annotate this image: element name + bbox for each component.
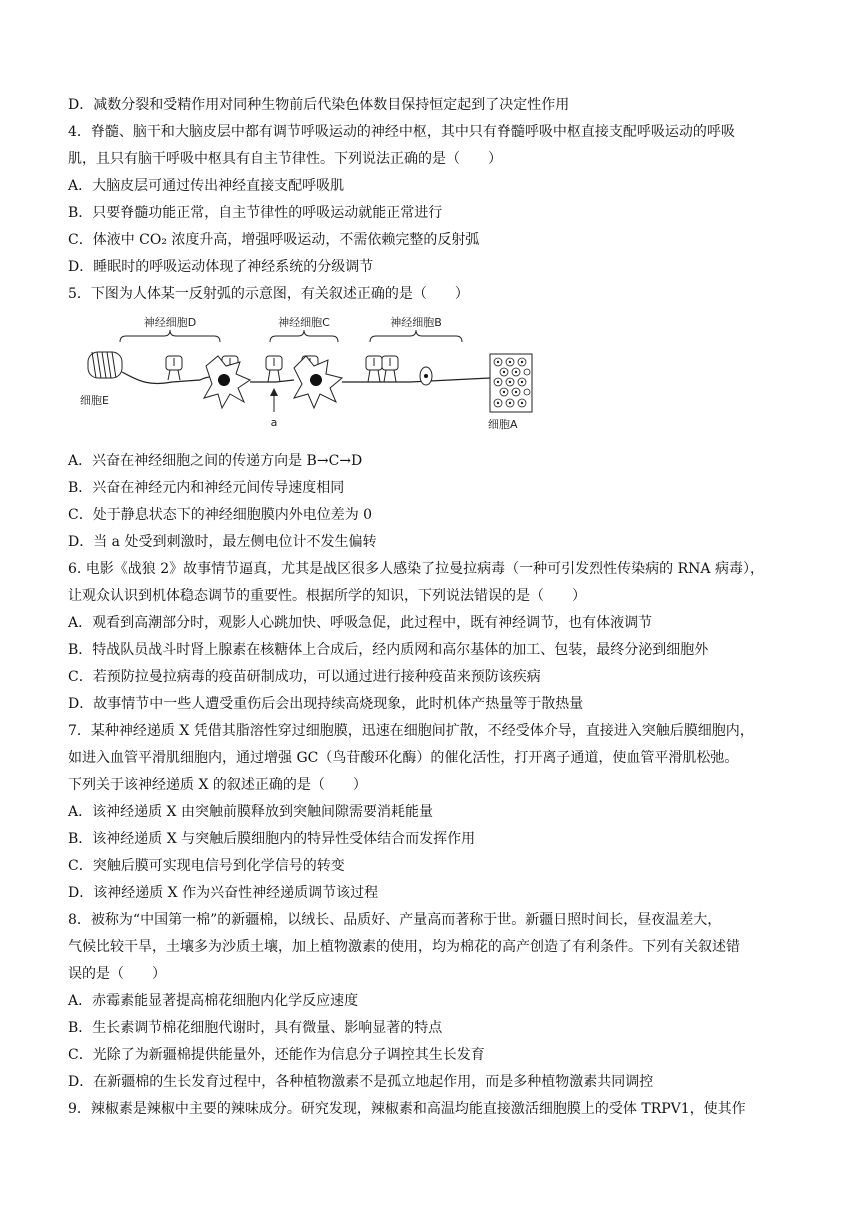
galvanometer-icon: [266, 356, 282, 382]
neuron-c-soma: [294, 356, 342, 408]
option-8d: D．在新疆棉的生长发育过程中，各种植物激素不是孤立地起作用，而是多种植物激素共同调控: [68, 1074, 654, 1090]
label-neuron-b: 神经细胞B: [390, 316, 442, 329]
option-4b: B．只要脊髓功能正常，自主节律性的呼吸运动就能正常进行: [68, 205, 443, 221]
question-7-line-2: 如进入血管平滑肌细胞内，通过增强 GC（鸟苷酸环化酶）的催化活性，打开离子通道，使血管平滑肌松弛。: [68, 750, 739, 766]
reflex-arc-svg: [80, 316, 540, 440]
option-8a: A．赤霉素能显著提高棉花细胞内化学反应速度: [68, 993, 359, 1009]
option-3d: D．减数分裂和受精作用对同种生物前后代染色体数目保持恒定起到了决定性作用: [68, 97, 570, 113]
option-8b: B．生长素调节棉花细胞代谢时，具有微量、影响显著的特点: [68, 1020, 443, 1036]
option-7b: B．该神经递质 X 与突触后膜细胞内的特异性受体结合而发挥作用: [68, 831, 476, 847]
option-7a: A．该神经递质 X 由突触前膜释放到突触间隙需要消耗能量: [68, 804, 433, 820]
question-7-line-1: 7．某种神经递质 X 凭借其脂溶性穿过细胞膜，迅速在细胞间扩散，不经受体介导，直接进入突触后膜细胞内，: [68, 723, 754, 739]
reflex-arc-diagram: [80, 316, 540, 440]
neuron-b-soma: [420, 367, 432, 385]
label-point-a: a: [270, 416, 278, 429]
option-4d: D．睡眠时的呼吸运动体现了神经系统的分级调节: [68, 259, 374, 275]
option-6b: B．特战队员战斗时肾上腺素在核糖体上合成后，经内质网和高尔基体的加工、包装，最终分泌到细胞外: [68, 642, 709, 658]
option-5c: C．处于静息状态下的神经细胞膜内外电位差为 0: [68, 507, 373, 523]
label-cell-a: 细胞A: [488, 418, 518, 431]
question-8-line-3: 误的是（ ）: [68, 966, 166, 982]
question-4-line-2: 肌，且只有脑干呼吸中枢具有自主节律性。下列说法正确的是（ ）: [68, 151, 502, 167]
effector-cell-e: [88, 352, 122, 378]
option-7c: C．突触后膜可实现电信号到化学信号的转变: [68, 858, 345, 874]
label-neuron-d: 神经细胞D: [143, 316, 197, 329]
option-6a: A．观看到高潮部分时，观影人心跳加快、呼吸急促，此过程中，既有神经调节，也有体液调节: [68, 615, 653, 631]
option-5d: D．当 a 处受到刺激时，最左侧电位计不发生偏转: [68, 534, 377, 550]
label-neuron-c: 神经细胞C: [278, 316, 330, 329]
galvanometer-icon: [366, 356, 382, 382]
galvanometer-icon: [382, 356, 398, 382]
option-6d: D．故事情节中一些人遭受重伤后会出现持续高烧现象，此时机体产热量等于散热量: [68, 696, 584, 712]
question-6-line-1: 6. 电影《战狼 2》故事情节逼真，尤其是战区很多人感染了拉曼拉病毒（一种可引发烈性传染病的 RNA 病毒），: [68, 561, 764, 577]
question-6-line-2: 让观众认识到机体稳态调节的重要性。根据所学的知识，下列说法错误的是（ ）: [68, 588, 586, 604]
option-5a: A．兴奋在神经细胞之间的传递方向是 B→C→D: [68, 453, 363, 469]
question-5-stem: 5．下图为人体某一反射弧的示意图，有关叙述正确的是（ ）: [68, 286, 469, 302]
option-4a: A．大脑皮层可通过传出神经直接支配呼吸肌: [68, 178, 345, 194]
question-8-line-2: 气候比较干旱，土壤多为沙质土壤，加上植物激素的使用，均为棉花的高产创造了有利条件。下列有关叙述错: [68, 939, 740, 955]
question-9-line-1: 9．辣椒素是辣椒中主要的辣味成分。研究发现，辣椒素和高温均能直接激活细胞膜上的受体 TRPV1，使其作: [68, 1101, 746, 1117]
option-5b: B．兴奋在神经元内和神经元间传导速度相同: [68, 480, 345, 496]
question-8-line-1: 8．被称为“中国第一棉”的新疆棉，以绒长、品质好、产量高而著称于世。新疆日照时间长，昼夜温差大，: [68, 912, 722, 928]
option-4c: C．体液中 CO₂ 浓度升高，增强呼吸运动，不需依赖完整的反射弧: [68, 232, 480, 248]
label-cell-e: 细胞E: [80, 394, 109, 407]
option-8c: C．光除了为新疆棉提供能量外，还能作为信息分子调控其生长发育: [68, 1047, 485, 1063]
question-7-line-3: 下列关于该神经递质 X 的叙述正确的是（ ）: [68, 777, 367, 793]
option-7d: D．该神经递质 X 作为兴奋性神经递质调节该过程: [68, 885, 379, 901]
galvanometer-icon: [166, 356, 182, 380]
question-4-line-1: 4．脊髓、脑干和大脑皮层中都有调节呼吸运动的神经中枢，其中只有脊髓呼吸中枢直接支配呼吸运动的呼吸: [68, 124, 735, 140]
option-6c: C．若预防拉曼拉病毒的疫苗研制成功，可以通过进行接种疫苗来预防该疾病: [68, 669, 541, 685]
receptor-cell-a: [490, 354, 532, 412]
